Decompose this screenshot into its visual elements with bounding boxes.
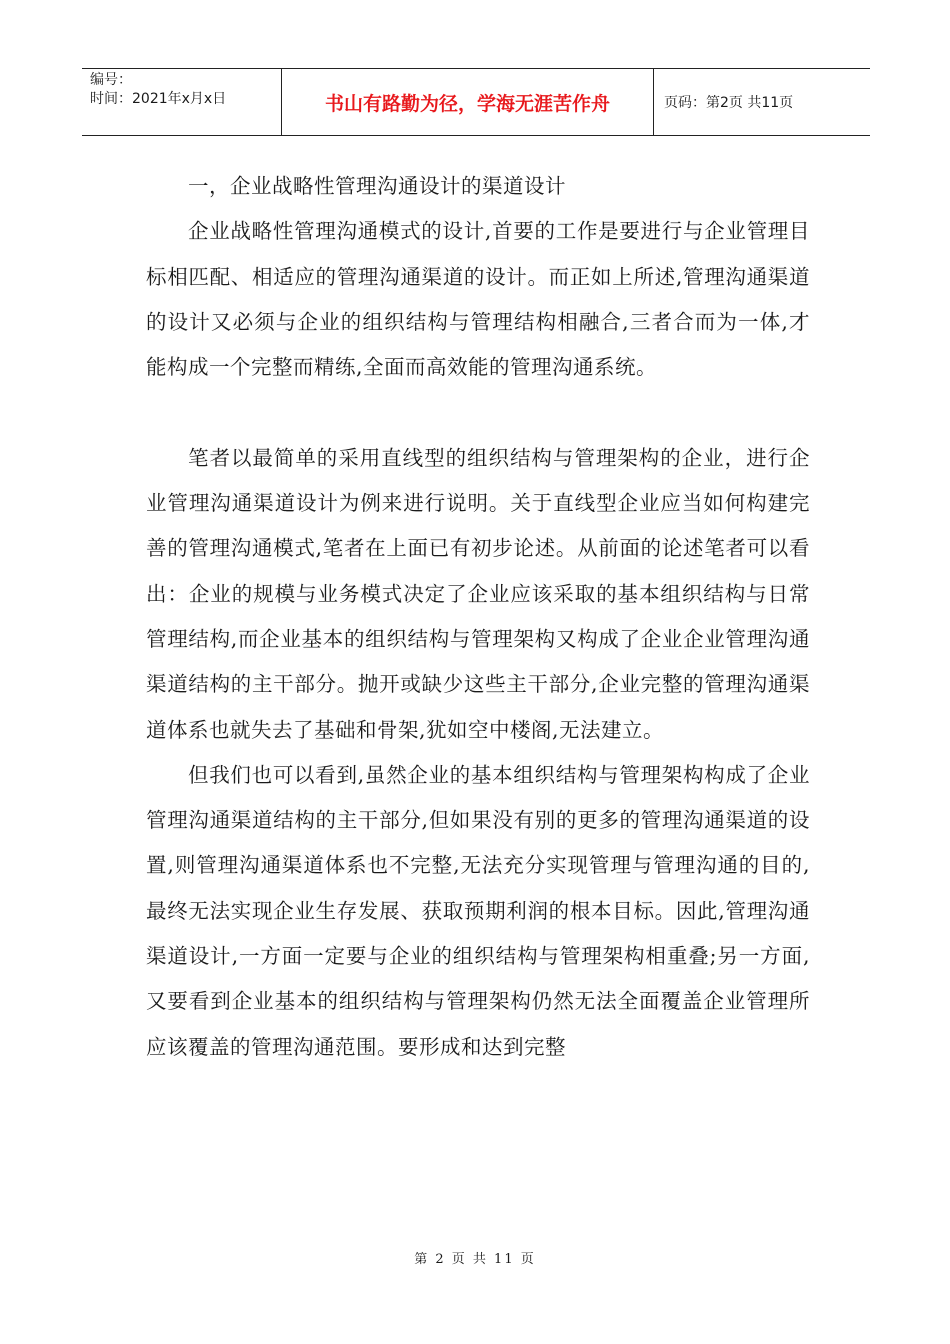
document-date: 时间：2021年x月x日 [90,91,227,107]
header-motto: 书山有路勤为径，学海无涯苦作舟 [282,69,654,135]
header-page-info: 页码：第2页 共11页 [664,95,794,111]
document-header [82,68,870,136]
paragraph-spacer [146,390,810,435]
document-body [146,164,810,1070]
page-footer: 第 2 页 共 11 页 [414,1252,536,1267]
document-number-label: 编号： [90,72,132,88]
paragraph: 企业战略性管理沟通模式的设计,首要的工作是要进行与企业管理目标相匹配、相适应的管理沟通渠道的设计。而正如上所述,管理沟通渠道的设计又必须与企业的组织结构与管理结构相融合,三者合而为一体,才能构成一个完整而精练,全面而高效能的管理沟通系统。 [146,219,810,380]
header-meta [82,69,282,135]
paragraph: 笔者以最简单的采用直线型的组织结构与管理架构的企业，进行企业管理沟通渠道设计为例来进行说明。关于直线型企业应当如何构建完善的管理沟通模式,笔者在上面已有初步论述。从前面的论述笔者可以看出：企业的规模与业务模式决定了企业应该采取的基本组织结构与日常管理结构,而企业基本的组织结构与管理架构又构成了企业企业管理沟通渠道结构的主干部分。抛开或缺少这些主干部分,企业完整的管理沟通渠道体系也就失去了基础和骨架,犹如空中楼阁,无法建立。 [146,445,810,742]
section-heading: 一，企业战略性管理沟通设计的渠道设计 [188,174,567,198]
paragraph: 但我们也可以看到,虽然企业的基本组织结构与管理架构构成了企业管理沟通渠道结构的主干部分,但如果没有别的更多的管理沟通渠道的设置,则管理沟通渠道体系也不完整,无法充分实现管理与管理沟通的目的,最终无法实现企业生存发展、获取预期利润的根本目标。因此,管理沟通渠道设计,一方面一定要与企业的组织结构与管理架构相重叠;另一方面,又要看到企业基本的组织结构与管理架构仍然无法全面覆盖企业管理所应该覆盖的管理沟通范围。要形成和达到完整 [146,762,810,1059]
